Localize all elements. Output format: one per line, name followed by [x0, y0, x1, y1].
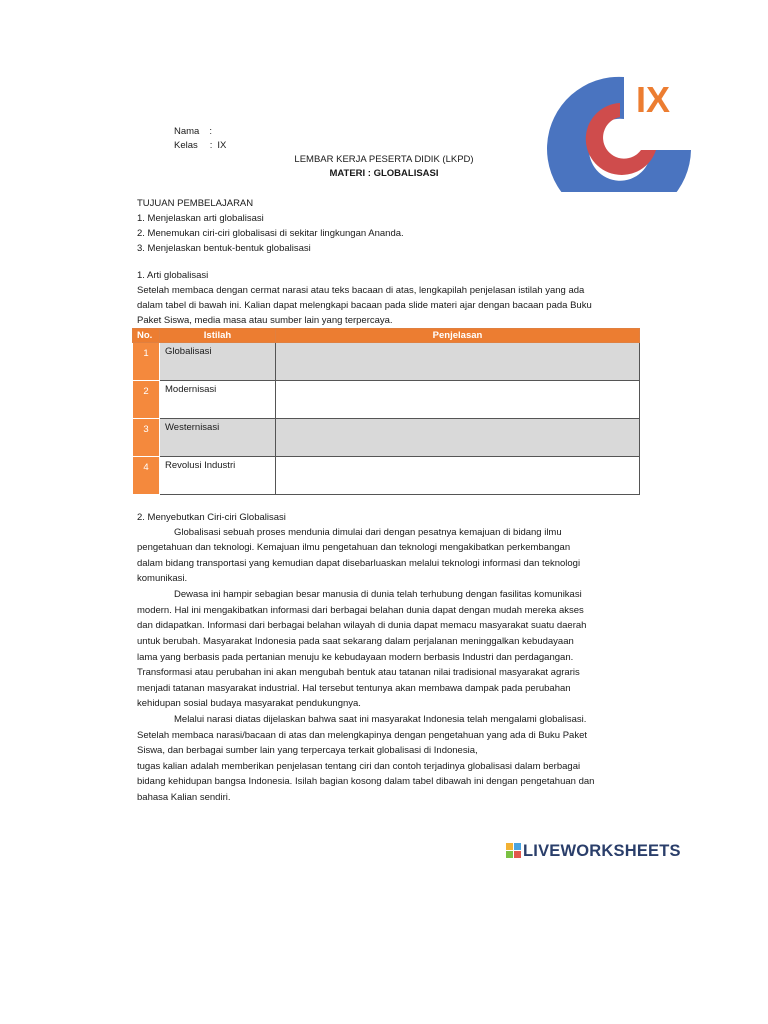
section2-line: Setelah membaca narasi/bacaan di atas dan melengkapinya dengan pengetahuan yang ada di Buku Paket: [137, 730, 587, 741]
objective-3: 3. Menjelaskan bentuk-bentuk globalisasi: [137, 243, 311, 254]
row-explanation-field[interactable]: [276, 343, 640, 381]
section2-heading: 2. Menyebutkan Ciri-ciri Globalisasi: [137, 512, 286, 523]
logo-text: IX: [636, 79, 671, 120]
objective-2: 2. Menemukan ciri-ciri globalisasi di sekitar lingkungan Ananda.: [137, 228, 404, 239]
section1-line: dalam tabel di bawah ini. Kalian dapat melengkapi bacaan pada slide materi ajar dengan bacaan pada Buku: [137, 300, 592, 311]
table-row: [133, 343, 640, 381]
objective-1: 1. Menjelaskan arti globalisasi: [137, 213, 264, 224]
section1-line: Setelah membaca dengan cermat narasi atau teks bacaan di atas, lengkapilah penjelasan istilah yang ada: [137, 285, 585, 296]
nama-separator: :: [209, 126, 212, 137]
row-number: 2: [133, 381, 160, 419]
section2-line: untuk berubah. Masyarakat Indonesia pada saat sekarang dalam perjalanan meninggalkan kebudayaan: [137, 636, 574, 647]
row-number: 4: [133, 457, 160, 495]
row-number: 1: [133, 343, 160, 381]
section2-line: modern. Hal ini mengakibatkan informasi dari berbagai belahan dunia dapat dengan mudah mereka akses: [137, 605, 584, 616]
nama-label: Nama: [174, 126, 200, 137]
section2-line: lama yang berbasis pada pertanian menuju ke kebudayaan modern berbasis Industri dan perdagangan.: [137, 652, 574, 663]
section2-line: Globalisasi sebuah proses mendunia dimulai dari dengan pesatnya kemajuan di bidang ilmu: [174, 527, 562, 538]
row-term: Revolusi Industri: [160, 457, 276, 495]
objectives-heading: TUJUAN PEMBELAJARAN: [137, 198, 254, 209]
section1-heading: 1. Arti globalisasi: [137, 270, 209, 281]
kelas-value: IX: [217, 140, 227, 151]
table-row: [133, 457, 640, 495]
table-row: [133, 419, 640, 457]
section2-line: Transformasi atau perubahan ini akan mengubah bentuk atau tatanan nilai tradisional masyarakat agraris: [137, 667, 580, 678]
section2-line: pengetahuan dan teknologi. Kemajuan ilmu pengetahuan dan teknologi mengakibatkan perkembangan: [137, 542, 571, 553]
section2-line: kehidupan sosial budaya masyarakat pendukungnya.: [137, 698, 361, 709]
section2-line: dalam bidang transportasi yang kemudian dapat disebarluaskan melalui teknologi informasi dan teknologi: [137, 558, 581, 569]
document-title: LEMBAR KERJA PESERTA DIDIK (LKPD): [294, 154, 474, 165]
row-explanation-field[interactable]: [276, 419, 640, 457]
document-subtitle: MATERI : GLOBALISASI: [329, 168, 439, 179]
section1-line: Paket Siswa, media masa atau sumber lain yang terpercaya.: [137, 315, 393, 326]
section2-line: komunikasi.: [137, 573, 188, 584]
row-term: Modernisasi: [160, 381, 276, 419]
liveworksheets-wordmark: LIVEWORKSHEETS: [523, 842, 681, 860]
row-explanation-field[interactable]: [276, 381, 640, 419]
section2-line: bahasa Kalian sendiri.: [137, 792, 231, 803]
section2-line: menjadi tatanan masyarakat industrial. Hal tersebut tentunya akan membawa dampak pada perubahan: [137, 683, 571, 694]
section2-line: Siswa, dan berbagai sumber lain yang terpercaya terkait globalisasi di Indonesia,: [137, 745, 478, 756]
header-penjelasan: Penjelasan: [276, 329, 640, 343]
section2-line: Melalui narasi diatas dijelaskan bahwa saat ini masyarakat Indonesia telah mengalami globalisasi.: [174, 714, 587, 725]
row-number: 3: [133, 419, 160, 457]
section2-line: tugas kalian adalah memberikan penjelasan tentang ciri dan contoh terjadinya globalisasi dalam berbagai: [137, 761, 581, 772]
row-term: Westernisasi: [160, 419, 276, 457]
header-no: No.: [133, 329, 160, 343]
table-header-row: [133, 329, 640, 343]
section2-line: bidang kehidupan bangsa Indonesia. Isilah bagian kosong dalam tabel dibawah ini dengan pengetahuan dan: [137, 776, 595, 787]
nama-row: [174, 125, 212, 138]
kelas-separator: :: [209, 140, 213, 151]
section2-line: dan didapatkan. Informasi dari berbagai belahan wilayah di dunia dapat memacu masyarakat suatu daerah: [137, 620, 587, 631]
table-row: [133, 381, 640, 419]
kelas-row: [174, 139, 226, 152]
row-explanation-field[interactable]: [276, 457, 640, 495]
section2-line: Dewasa ini hampir sebagian besar manusia di dunia telah terhubung dengan fasilitas komunikasi: [174, 589, 582, 600]
terms-table: [132, 328, 640, 495]
header-istilah: Istilah: [160, 329, 276, 343]
liveworksheets-icon: [506, 843, 522, 859]
row-term: Globalisasi: [160, 343, 276, 381]
liveworksheets-logo: [506, 842, 691, 860]
kelas-label: Kelas: [174, 140, 198, 151]
